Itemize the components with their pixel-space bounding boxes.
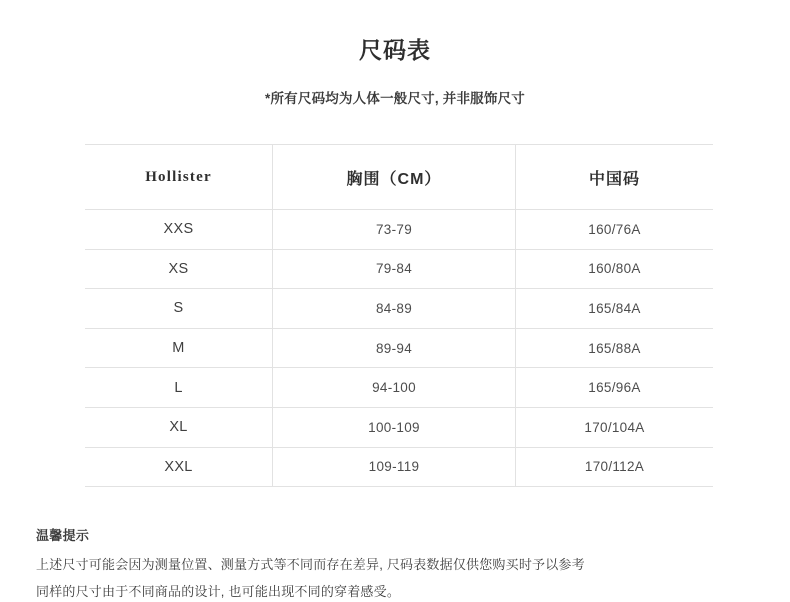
- cell-size: XS: [85, 249, 273, 289]
- table-row: [85, 407, 713, 447]
- cell-size: XXS: [85, 210, 273, 250]
- table-row: [85, 447, 713, 487]
- table-row: [85, 328, 713, 368]
- cell-size: M: [85, 328, 273, 368]
- cell-china-size: 170/112A: [516, 447, 714, 487]
- cell-china-size: 160/76A: [516, 210, 714, 250]
- table-header-china-size: 中国码: [516, 145, 714, 210]
- size-table-body: [85, 210, 713, 487]
- cell-bust: 109-119: [273, 447, 516, 487]
- cell-china-size: 160/80A: [516, 249, 714, 289]
- size-table-container: [85, 107, 705, 487]
- cell-china-size: 165/88A: [516, 328, 714, 368]
- cell-bust: 94-100: [273, 368, 516, 408]
- size-table: [85, 144, 713, 487]
- notes-section: [0, 487, 790, 602]
- notes-line-1: 上述尺寸可能会因为测量位置、测量方式等不同而存在差异, 尺码表数据仅供您购买时予以参考: [36, 557, 585, 573]
- cell-size: L: [85, 368, 273, 408]
- cell-bust: 84-89: [273, 289, 516, 329]
- notes-title: 温馨提示: [36, 528, 90, 544]
- cell-china-size: 170/104A: [516, 407, 714, 447]
- table-header-row: [85, 145, 713, 210]
- table-header-brand: Hollister: [85, 145, 273, 210]
- table-row: [85, 249, 713, 289]
- cell-size: XL: [85, 407, 273, 447]
- table-header-bust: 胸围（CM）: [273, 145, 516, 210]
- cell-bust: 100-109: [273, 407, 516, 447]
- table-row: [85, 210, 713, 250]
- cell-bust: 89-94: [273, 328, 516, 368]
- cell-size: XXL: [85, 447, 273, 487]
- notes-line-2: 同样的尺寸由于不同商品的设计, 也可能出现不同的穿着感受。: [36, 584, 401, 599]
- cell-china-size: 165/84A: [516, 289, 714, 329]
- cell-bust: 79-84: [273, 249, 516, 289]
- page-subtitle: *所有尺码均为人体一般尺寸, 并非服饰尺寸: [265, 91, 525, 106]
- table-row: [85, 368, 713, 408]
- table-row: [85, 289, 713, 329]
- cell-bust: 73-79: [273, 210, 516, 250]
- cell-china-size: 165/96A: [516, 368, 714, 408]
- cell-size: S: [85, 289, 273, 329]
- page-title: 尺码表: [359, 37, 431, 63]
- size-table-head: [85, 145, 713, 210]
